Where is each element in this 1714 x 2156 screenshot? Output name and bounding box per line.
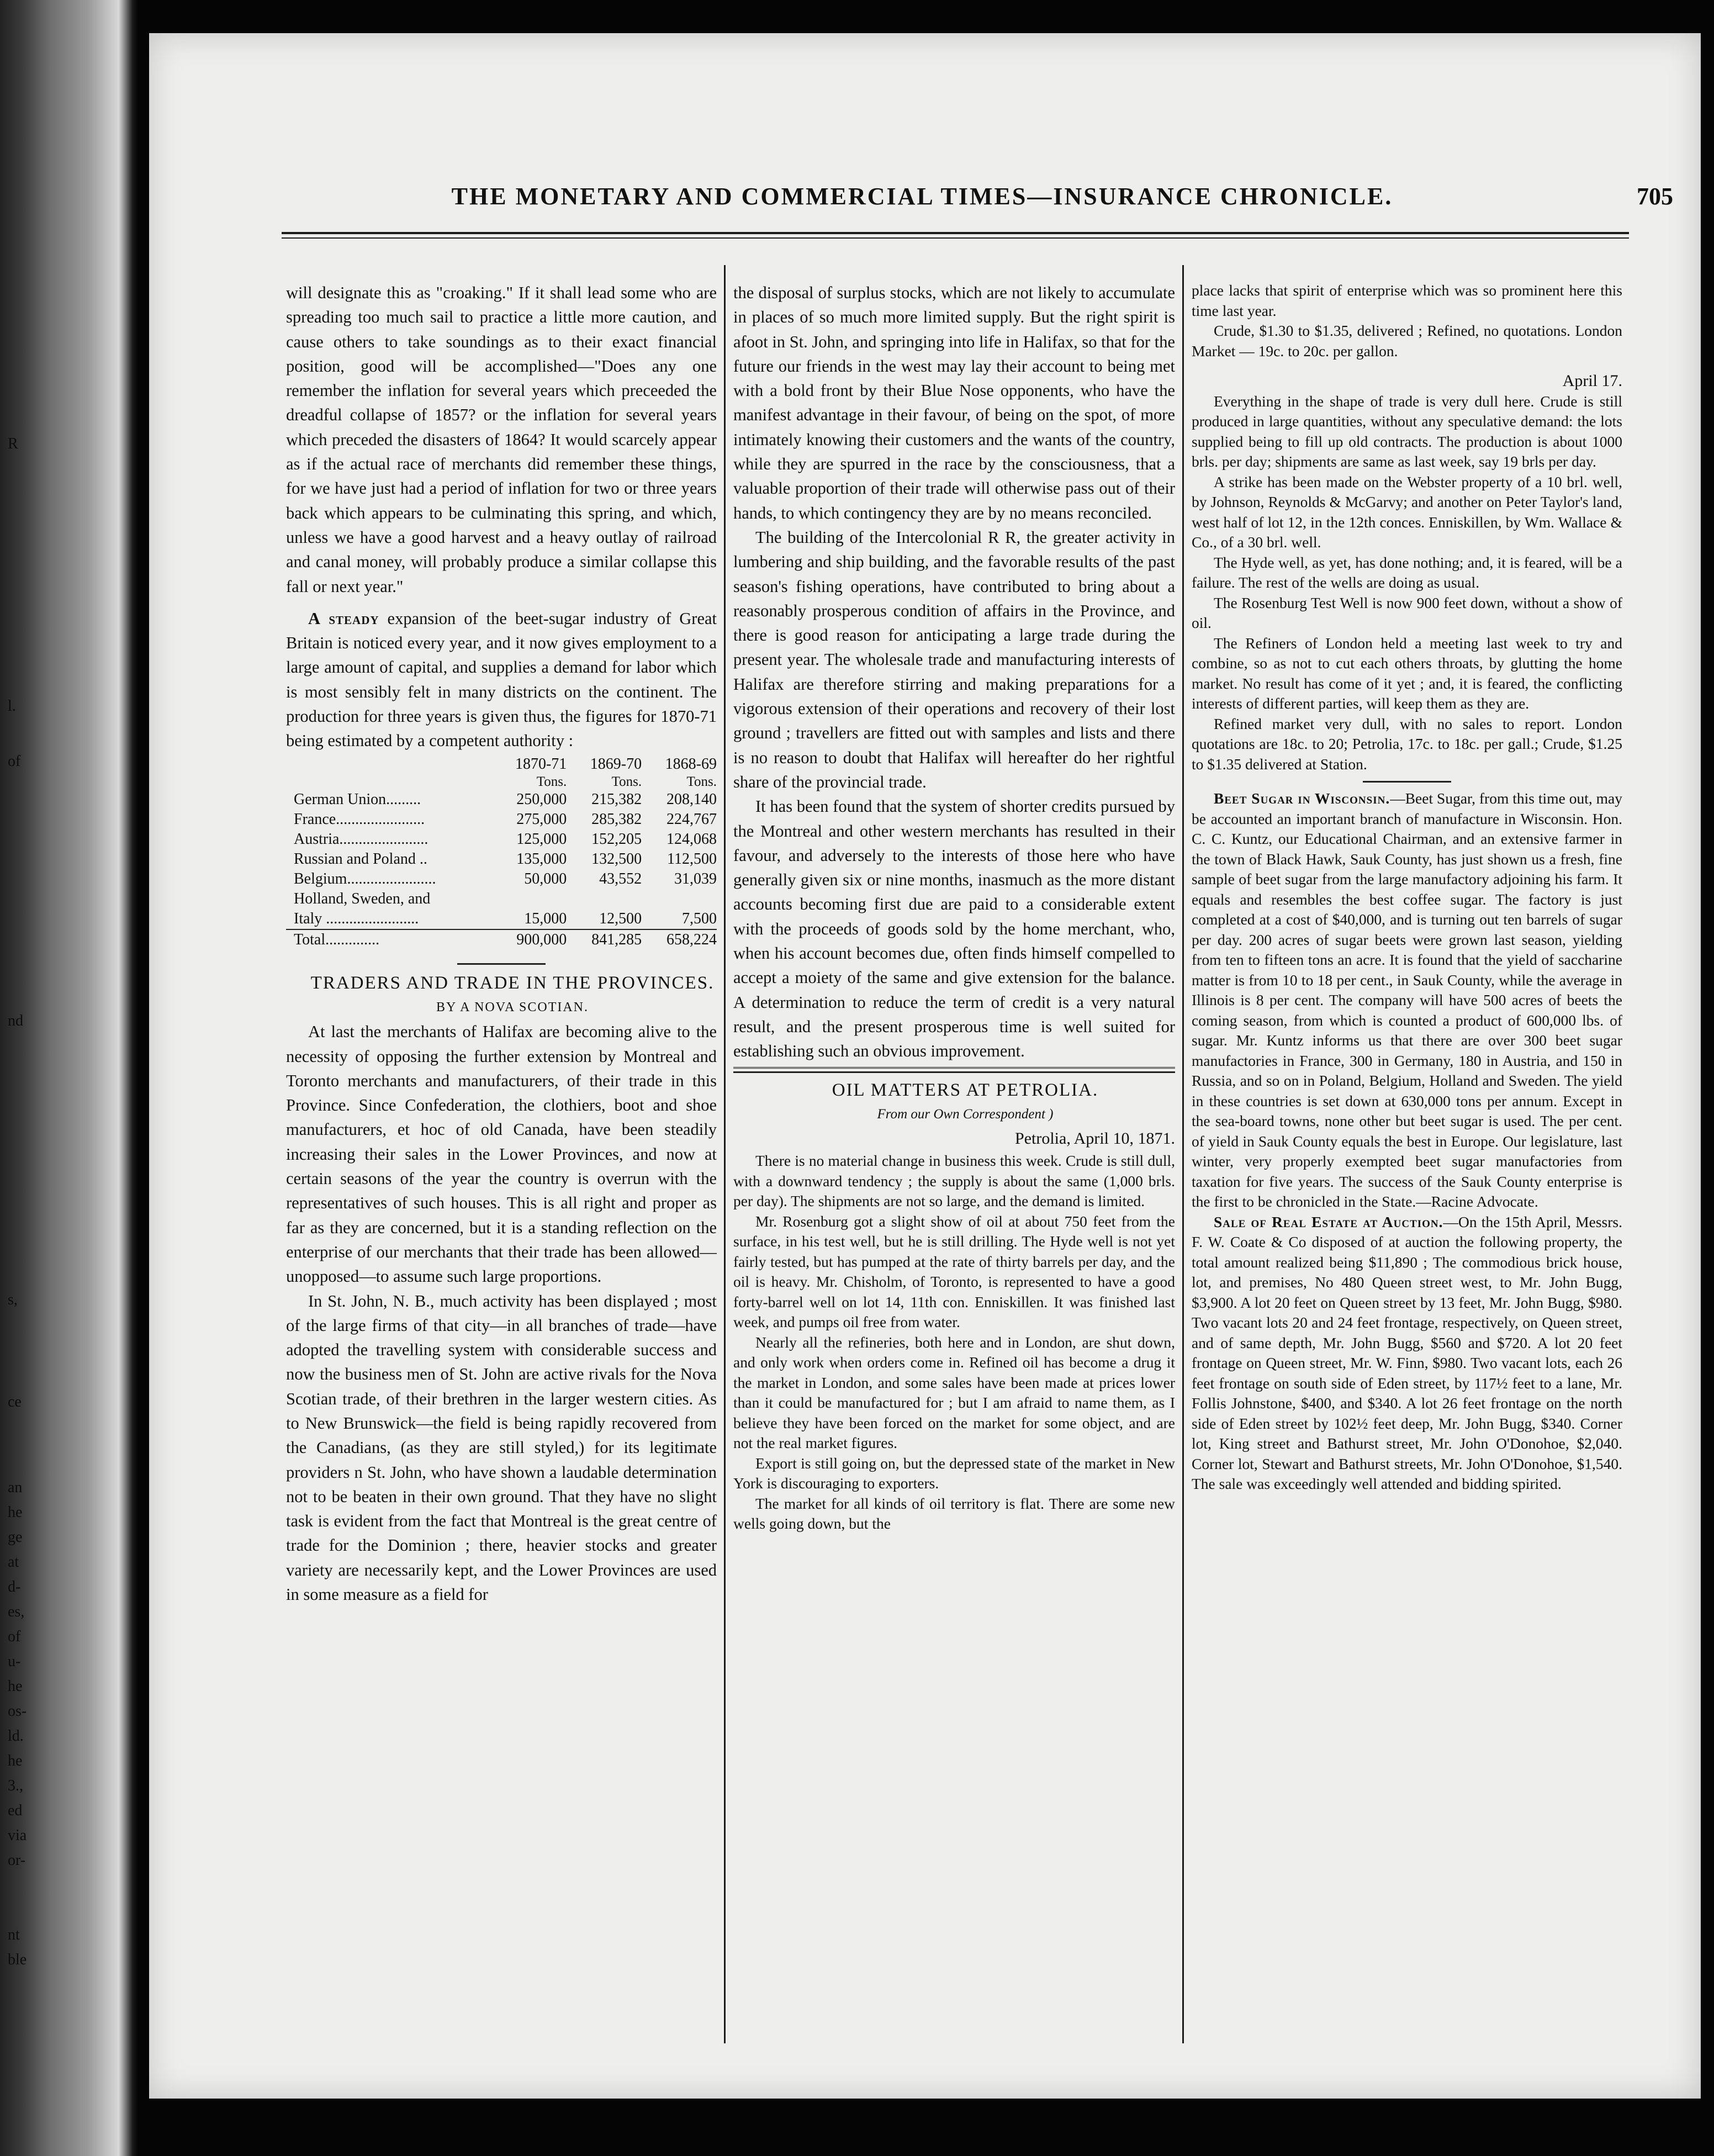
article-paragraph: A strike has been made on the Webster property of a 10 brl. well, by Johnson, Reynolds & McGarvy; and another on Peter Taylor's land, west half of lot 12, in the 12th conces. Enniskillen, by Wm. Wallace & Co., of a 30 brl. well. (1192, 473, 1622, 551)
margin-fragment: ld. (8, 1727, 24, 1745)
article-paragraph: In St. John, N. B., much activity has been displayed ; most of the large firms of that city—in all branches of trade—have adopted the travelling system with considerable success and now the business men of St. John are active rivals for the Nova Scotian trade, of their brethren in the larger western cities. As to New Brunswick—the field is being rapidly recovered from the Canadians, (as they are still styled,) for its legitimate providers n St. John, who have shown a laudable determination not to be beaten in their own ground. That they have no slight task is evident from the fact that Montreal is the great centre of trade for the Dominion ; there, heavier stocks and greater variety are necessarily kept, and the Lower Provinces are used in some measure as a field for (286, 1291, 717, 1604)
page-number: 705 (1637, 183, 1673, 210)
article-paragraph: The Refiners of London held a meeting last week to try and combine, so as not to cut each others throats, by glutting the home market. No result has come of it yet ; and, it is feared, the conflicting interests of different parties, will keep them as they are. (1192, 634, 1622, 712)
article-paragraph: There is no material change in business this week. Crude is still dull, with a downward tendency ; the supply is about the same (1,000 brls. per day). The shipments are not so large, and the demand is limited. (733, 1152, 1175, 1210)
value-cell: 135,000 (516, 850, 567, 868)
adjacent-page-edge (0, 0, 138, 2156)
value-cell: 43,552 (599, 870, 642, 887)
header-rule-thin (282, 237, 1629, 239)
article-paragraph: The Rosenburg Test Well is now 900 feet down, without a show of oil. (1192, 594, 1622, 631)
article-paragraph: Everything in the shape of trade is very dull here. Crude is still produced in large quantities, without any speculative demand: the lots supplied being to fill up old contracts. The production is about 1000 brls. per day; shipments are same as last week, say 19 brls per day. (1192, 392, 1622, 470)
article-paragraph: Mr. Rosenburg got a slight show of oil at about 750 feet from the surface, in his test well, but he is still drilling. The Hyde well is not yet fairly tested, but has pumped at the rate of thirty barrels per day, and the oil is heavy. Mr. Chisholm, of Toronto, is represented to have a good forty-barrel well on lot 14, 11th con. Enniskillen. It was finished last week, and pumps oil free from water. (733, 1212, 1175, 1331)
unit-header: Tons. (611, 774, 642, 789)
value-cell: 7,500 (682, 910, 717, 927)
value-cell: 275,000 (516, 810, 567, 828)
page-header (282, 182, 1673, 221)
margin-fragment: s, (8, 1291, 18, 1308)
margin-fragment: ge (8, 1529, 23, 1546)
country-cell: Belgium....................... (294, 870, 436, 887)
article-paragraph (1192, 789, 1622, 1212)
column-right (1192, 281, 1622, 1494)
article-paragraph (1192, 1212, 1622, 1494)
article-divider (1192, 774, 1622, 789)
country-cell: Russian and Poland .. (294, 850, 427, 868)
country-cell: Austria....................... (294, 830, 428, 848)
value-cell: 125,000 (516, 830, 567, 848)
header-rule (282, 232, 1629, 234)
value-cell: 215,382 (591, 790, 642, 808)
margin-fragment: or- (8, 1852, 26, 1869)
dateline: Petrolia, April 10, 1871. (1015, 1129, 1175, 1148)
article-paragraph: Crude, $1.30 to $1.35, delivered ; Refined, no quotations. London Market — 19c. to 20c. per gallon. (1192, 322, 1622, 360)
country-cell: France....................... (294, 810, 425, 828)
lead-words: Beet Sugar in Wisconsin. (1214, 790, 1390, 807)
article-divider (286, 957, 717, 971)
total-cell: 841,285 (567, 929, 642, 950)
column-left (286, 281, 717, 1607)
value-cell: 124,068 (666, 830, 717, 848)
value-cell: 250,000 (516, 790, 567, 808)
margin-fragment: via (8, 1827, 27, 1844)
paragraph-text: —On the 15th April, Messrs. F. W. Coate & Co disposed of at auction the following property, the total amount realized being $11,890 ; The commodious brick house, lot, and premises, No 480 Queen street west, to Mr. John Bugg, $3,900. A lot 20 feet on Queen street by 13 feet, Mr. John Bugg, $980. Two vacant lots 20 and 24 feet frontage, respectively, on Queen street, and of same depth, Mr. John Bugg, $560 and $720. A lot 20 feet frontage on Queen street, Mr. W. Finn, $980. Two vacant lots, each 26 feet frontage on south side of Eden street, by 117½ feet to a lane, Mr. Follis Johnstone, $400, and $340. A lot 26 feet frontage on the north side of Eden street by 102½ feet deep, Mr. John Bugg, $340. Corner lot, King street and Bathurst street, Mr. John O'Donohoe, $2,040. Corner lot, Stewart and Bathurst streets, Mr. John O'Donohoe, $1,540. The sale was exceedingly well attended and bidding spirited. (1192, 1213, 1622, 1492)
table-row (286, 810, 717, 829)
value-cell: 208,140 (666, 790, 717, 808)
margin-fragment: R (8, 435, 18, 452)
country-cell: Holland, Sweden, and (294, 890, 431, 907)
margin-fragment: nd (8, 1012, 23, 1029)
table-row (286, 790, 717, 810)
article-headline: TRADERS AND TRADE IN THE PROVINCES. (310, 973, 715, 993)
margin-fragment: he (8, 1678, 23, 1695)
article-paragraph: place lacks that spirit of enterprise which was so prominent here this time last year. (1192, 282, 1622, 319)
table-row (286, 869, 717, 889)
margin-fragment: of (8, 1628, 21, 1645)
country-cell: Italy ........................ (294, 910, 419, 927)
paragraph-text: expansion of the beet-sugar industry of Great Britain is noticed every year, and it now gives employment to a large amount of capital, and supplies a demand for labor which is most sensibly felt in many districts on the continent. The production for three years is given thus, the figures for 1870-71 being estimated by a competent authority : (286, 609, 717, 751)
table-row (286, 829, 717, 849)
lead-words: Sale of Real Estate at Auction. (1214, 1213, 1443, 1230)
dateline: April 17. (1562, 372, 1622, 390)
article-paragraph: The building of the Intercolonial R R, the greater activity in lumbering and ship building, and the favorable results of the past season's fishing operations, have contributed to bring about a reasonably prosperous condition of affairs in the Province, and there is good reason for anticipating a large trade during the present year. The wholesale trade and manufacturing interests of Halifax are therefore stirring and making preparations for a vigorous extension of their operations and recovery of their lost ground ; travellers are fitted out with samples and lists and there is no reason to doubt that Halifax will hereafter do her rightful share of the provincial trade. (733, 527, 1175, 791)
column-rule (1182, 265, 1184, 2043)
value-cell: 15,000 (524, 910, 567, 927)
margin-fragment: nt (8, 1926, 20, 1943)
article-paragraph (286, 606, 717, 753)
margin-fragment: at (8, 1553, 19, 1571)
total-cell: 900,000 (491, 929, 567, 950)
column-rule (724, 265, 726, 2043)
unit-header: Tons. (536, 774, 567, 789)
article-paragraph: will designate this as "croaking." If it shall lead some who are spreading too much sail to practice a little more caution, and cause others to take soundings as to their exact financial position, good will be accomplished—"Does any one remember the inflation for several years which preceeded the dreadful collapse of 1857? or the inflation for several years which preceded the disasters of 1864? It would scarcely appear as if the actual race of merchants did remember these things, for we have just had a period of inflation for two or three years back which appears to be culminating this spring, and which, unless we have a good harvest and a heavy outlay of railroad and canal money, will probably produce a similar collapse this fall or next year." (286, 283, 717, 596)
table-row (286, 849, 717, 869)
newspaper-page (149, 33, 1701, 2099)
article-byline: BY A NOVA SCOTIAN. (436, 1000, 589, 1014)
margin-fragment: he (8, 1504, 23, 1521)
margin-fragment: os- (8, 1703, 27, 1720)
margin-fragment: u- (8, 1653, 21, 1670)
margin-fragment: ed (8, 1802, 23, 1819)
column-middle (733, 281, 1175, 1534)
year-header: 1870-71 (515, 755, 567, 773)
masthead-title: THE MONETARY AND COMMERCIAL TIMES—INSURANCE CHRONICLE. (451, 183, 1393, 210)
total-label: Total.............. (286, 929, 491, 950)
article-paragraph: The Hyde well, as yet, has done nothing; and, it is feared, will be a failure. The rest of the wells are doing as usual. (1192, 553, 1622, 591)
value-cell: 132,500 (591, 850, 642, 868)
correspondent-line: From our Own Correspondent ) (877, 1106, 1054, 1122)
margin-fragment: es, (8, 1603, 25, 1620)
article-paragraph: the disposal of surplus stocks, which are not likely to accumulate in places of so much more limited supply. But the right spirit is afoot in St. John, and springing into life in Halifax, so that for the future our friends in the west may lay their account to being met with a bold front by their Blue Nose opponents, who have the manifest advantage in their favour, of being on the spot, of more intimately knowing their customers and the wants of the country, while they are spurred in the race by the consciousness, that a valuable proportion of their trade will otherwise pass out of their hands, to which contingency they are by no means reconciled. (733, 283, 1175, 522)
year-header: 1869-70 (590, 755, 642, 773)
value-cell: 31,039 (674, 870, 717, 887)
article-paragraph: Refined market very dull, with no sales to report. London quotations are 18c. to 20; Petrolia, 17c. to 18c. per gall.; Crude, $1.25 to $1.35 delivered at Station. (1192, 715, 1622, 773)
margin-fragment: of (8, 753, 21, 770)
table-row (286, 889, 717, 909)
value-cell (567, 889, 642, 909)
value-cell: 224,767 (666, 810, 717, 828)
value-cell (491, 889, 567, 909)
year-header: 1868-69 (665, 755, 717, 773)
section-divider (733, 1064, 1175, 1078)
beet-sugar-production-table (286, 754, 717, 950)
table-total-row (286, 929, 717, 950)
margin-fragment: l. (8, 697, 16, 715)
article-paragraph: The market for all kinds of oil territory is flat. There are some new wells going down, but the (733, 1494, 1175, 1533)
margin-fragment: d- (8, 1578, 21, 1595)
article-paragraph: Export is still going on, but the depressed state of the market in New York is discouraging to exporters. (733, 1454, 1175, 1492)
margin-fragment: he (8, 1752, 23, 1769)
value-cell: 50,000 (524, 870, 567, 887)
value-cell (642, 889, 717, 909)
lead-words: A steady (308, 609, 379, 628)
value-cell: 112,500 (667, 850, 717, 868)
article-paragraph: At last the merchants of Halifax are becoming alive to the necessity of opposing the further extension by Montreal and Toronto merchants and manufacturers, of their trade in this Province. Since Confederation, the clothiers, boot and shoe manufacturers, et hoc of old Canada, have been steadily increasing their sales in the Lower Provinces, and now at certain seasons of the year the country is overrun with the representatives of such houses. This is all right and proper as far as they are concerned, but it is a standing reflection on the enterprise of our merchants that their trade has been allowed—unopposed—to assume such large proportions. (286, 1022, 717, 1286)
value-cell: 285,382 (591, 810, 642, 828)
margin-fragment: ble (8, 1951, 27, 1968)
margin-fragment: an (8, 1479, 23, 1496)
value-cell: 12,500 (599, 910, 642, 927)
article-paragraph: Nearly all the refineries, both here and in London, are shut down, and only work when orders come in. Refined oil has become a drug it the market in London, and some sales have been made at prices lower than it could be manufactured for ; but I am afraid to name them, as I believe they have been forced on the market for some object, and are not the real market figures. (733, 1333, 1175, 1452)
table-row (286, 909, 717, 929)
total-cell: 658,224 (642, 929, 717, 950)
paragraph-text: —Beet Sugar, from this time out, may be accounted an important branch of manufacture in Wisconsin. Hon. C. C. Kuntz, our Educational Chairman, and an extensive farmer in the town of Black Hawk, Sauk County, has just shown us a fresh, fine sample of beet sugar from the large manufactory adjoining his farm. It equals and resembles the best coffee sugar. The factory is just completed at a cost of $40,000, and is turning out ten barrels of sugar per day. 200 acres of sugar beets were grown last season, yielding from ten to fifteen tons an acre. It is found that the yield of saccharine matter is from 10 to 18 per cent., in Sauk County, while the average in Illinois is 8 per cent. The company will have 500 acres of beets the coming season, from which is counted a product of 600,000 lbs. of sugar. Mr. Kuntz informs us that there are over 300 beet sugar manufactories in France, 300 in Germany, 180 in Austria, and 150 in Russia, and so on in Poland, Belgium, Holland and Sweden. The yield in these countries is set down at 630,000 tons per annum. Except in the sea-board towns, none other but beet sugar is used. The per cent. of yield in Sauk County equals the best in Europe. Our legislature, last winter, very properly exempted beet sugar manufactories from taxation for five years. The success of the Sauk County enterprise is the first to be chronicled in the State.—Racine Advocate. (1192, 790, 1622, 1210)
margin-fragment: ce (8, 1393, 22, 1410)
country-cell: German Union......... (294, 790, 421, 808)
article-headline: OIL MATTERS AT PETROLIA. (832, 1080, 1099, 1100)
article-paragraph: It has been found that the system of shorter credits pursued by the Montreal and other western merchants has resulted in their favour, and adversely to the interests of those here who have generally given six or nine months, inasmuch as the more distant accounts becoming first due are paid to a considerable extent with the proceeds of goods sold by the home merchant, who, when his account becomes due, often finds himself compelled to accept a moiety of the same and give extension for the balance. A determination to reduce the term of credit is a very natural result, and the present prosperous time is well suited for establishing such an obvious improvement. (733, 797, 1175, 1061)
value-cell: 152,205 (591, 830, 642, 848)
margin-fragment: 3., (8, 1777, 23, 1794)
unit-header: Tons. (686, 774, 717, 789)
